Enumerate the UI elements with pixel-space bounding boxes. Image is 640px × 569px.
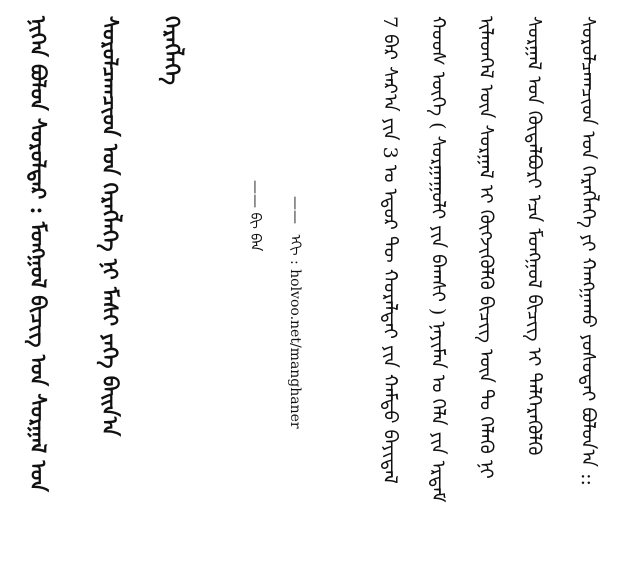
body-line-3: ᠢᠯᠡᠳᠬᠡᠯ ᠦᠨ ᠰᠤᠷᠭᠠᠯ ᠢ ᠬᠥᠭᠵᠢᠭᠦᠯᠬᠦ ᠪᠢᠴᠢᠭ ᠦᠨ ᠲᠤ ᠬᠡᠯᠡᠬᠦ ᠨᠢ [475, 16, 497, 479]
body-line-2: ᠬᠣᠣᠰ ᠦᠭᠡ ( ᠰᠤᠷᠭᠠᠭᠤᠯᠢ ᠶᠢᠨ ᠪᠠᠭᠰᠢ ) ᠨᠠᠶᠢᠮᠠᠨ ᠤ ᠬᠡᠯᠡ ᠶᠢᠨ ᠡᠷᠳᠡᠮ [427, 16, 449, 503]
author-credit: —— ᠪᠢ ᠪᠡᠨ [247, 180, 263, 252]
body-line-5: ᠰᠤᠷᠤᠯᠴᠠᠭᠴᠢᠳ ᠤᠨ ᠬᠡᠷᠡᠭᠯᠡᠭᠡ ᠶᠢ ᠬᠠᠩᠭᠠᠬᠤ ᠶᠤᠰᠤᠳᠠᠢ ᠪᠣᠯᠤᠨ᠎ᠠ :: [577, 16, 599, 486]
title-line-2: ᠰᠤᠷᠤᠯᠴᠠᠭᠴᠢᠳ ᠤᠨ ᠬᠡᠷᠡᠭᠯᠡᠭᠡ ᠨᠢ ᠮᠠᠰᠢ ᠶᠡᠬᠡ ᠪᠠᠢᠨ᠎ᠠ [98, 16, 123, 437]
body-line-4: ᠰᠤᠷᠭᠠᠯ ᠤᠨ ᠬᠥᠲᠡᠯᠪᠦᠷᠢ ᠡᠴᠡ ᠮᠣᠩᠭᠣᠯ ᠪᠢᠴᠢᠭ ᠢ ᠳᠡᠯᠭᠡᠷᠡᠭᠦᠯᠬᠦ [523, 16, 545, 456]
body-line-1: 7 ᠪᠠᠷ ᠰᠠᠷ᠎ᠠ ᠶᠢᠨ 3 ᠤ ᠡᠳᠦᠷ ᠲᠦ ᠬᠤᠷᠠᠯᠳᠠᠢ ᠶᠢᠨ ᠬᠠᠮᠲᠤ ᠪᠠᠶᠢᠳᠠᠯ [379, 16, 401, 484]
title-line-3: ᠬᠡᠷᠡᠭᠯᠡᠭᠡ [160, 16, 185, 85]
source-credit [288, 196, 302, 429]
source-dash: —— [287, 196, 303, 224]
source-url-text: ᠡᠬᠢ : holvoo.net/manghaner [287, 234, 303, 429]
title-line-1: ᠨᠢᠭᠡᠨ ᠪᠤᠯᠤᠨ ᠰᠤᠷᠤᠯᠳᠠᠷ : ᠮᠣᠩᠭᠣᠯ ᠪᠢᠴᠢᠭ ᠤᠨ ᠰᠤᠷᠭᠠᠯ ᠤᠨ [26, 16, 51, 492]
